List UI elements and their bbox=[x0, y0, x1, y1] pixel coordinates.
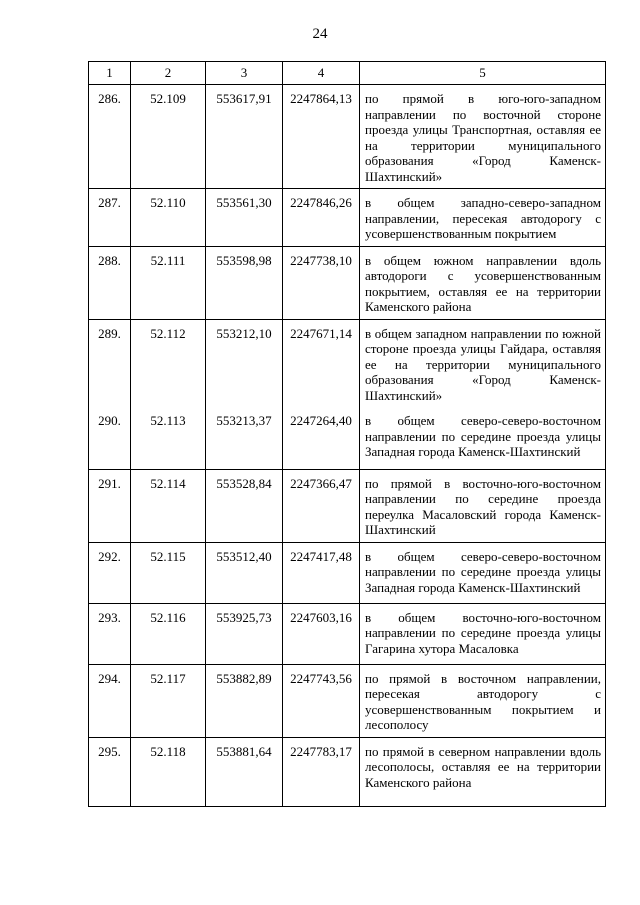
point-code: 52.109 bbox=[131, 85, 206, 189]
page-number: 24 bbox=[312, 26, 328, 42]
table-row bbox=[89, 85, 606, 189]
table-row bbox=[89, 319, 606, 407]
point-code: 52.118 bbox=[131, 737, 206, 806]
point-code: 52.117 bbox=[131, 664, 206, 737]
coord-y: 2247264,40 bbox=[283, 407, 360, 469]
table-row bbox=[89, 469, 606, 542]
coord-y: 2247671,14 bbox=[283, 319, 360, 407]
column-header: 5 bbox=[360, 62, 606, 85]
column-header: 3 bbox=[206, 62, 283, 85]
coord-x: 553598,98 bbox=[206, 246, 283, 319]
table-row bbox=[89, 542, 606, 603]
coord-y: 2247846,26 bbox=[283, 189, 360, 247]
column-header: 4 bbox=[283, 62, 360, 85]
coord-x: 553528,84 bbox=[206, 469, 283, 542]
coord-x: 553925,73 bbox=[206, 603, 283, 664]
coord-x: 553617,91 bbox=[206, 85, 283, 189]
row-number: 289. bbox=[89, 319, 131, 407]
table-row bbox=[89, 737, 606, 806]
row-number: 287. bbox=[89, 189, 131, 247]
boundary-table bbox=[88, 61, 606, 807]
point-code: 52.116 bbox=[131, 603, 206, 664]
coord-y: 2247417,48 bbox=[283, 542, 360, 603]
point-code: 52.111 bbox=[131, 246, 206, 319]
column-header: 2 bbox=[131, 62, 206, 85]
coord-x: 553882,89 bbox=[206, 664, 283, 737]
coord-y: 2247864,13 bbox=[283, 85, 360, 189]
boundary-description: в общем северо-северо-восточном направлении по середине проезда улицы Западная города Каменск-Шахтинский bbox=[360, 542, 606, 603]
header-row bbox=[89, 62, 606, 85]
coord-y: 2247743,56 bbox=[283, 664, 360, 737]
point-code: 52.113 bbox=[131, 407, 206, 469]
point-code: 52.115 bbox=[131, 542, 206, 603]
boundary-description: по прямой в восточно-юго-восточном направлении по середине проезда переулка Масаловский города Каменск-Шахтинский bbox=[360, 469, 606, 542]
boundary-description: в общем южном направлении вдоль автодороги с усовершенствованным покрытием, оставляя ее на территории Каменского района bbox=[360, 246, 606, 319]
coord-y: 2247783,17 bbox=[283, 737, 360, 806]
coord-y: 2247366,47 bbox=[283, 469, 360, 542]
coord-y: 2247603,16 bbox=[283, 603, 360, 664]
boundary-description: в общем западном направлении по южной стороне проезда улицы Гайдара, оставляя ее на территории муниципального образования «Город Каменск-Шахтинский» bbox=[360, 319, 606, 407]
point-code: 52.114 bbox=[131, 469, 206, 542]
row-number: 295. bbox=[89, 737, 131, 806]
row-number: 286. bbox=[89, 85, 131, 189]
coord-y: 2247738,10 bbox=[283, 246, 360, 319]
coord-x: 553212,10 bbox=[206, 319, 283, 407]
row-number: 290. bbox=[89, 407, 131, 469]
coord-x: 553213,37 bbox=[206, 407, 283, 469]
boundary-description: по прямой в северном направлении вдоль лесополосы, оставляя ее на территории Каменского района bbox=[360, 737, 606, 806]
boundary-description: по прямой в восточном направлении, пересекая автодорогу с усовершенствованным покрытием и лесополосу bbox=[360, 664, 606, 737]
boundary-description: в общем северо-северо-восточном направлении по середине проезда улицы Западная города Каменск-Шахтинский bbox=[360, 407, 606, 469]
row-number: 294. bbox=[89, 664, 131, 737]
point-code: 52.112 bbox=[131, 319, 206, 407]
table-row bbox=[89, 664, 606, 737]
point-code: 52.110 bbox=[131, 189, 206, 247]
row-number: 288. bbox=[89, 246, 131, 319]
table-row bbox=[89, 189, 606, 247]
boundary-description: по прямой в юго-юго-западном направлении по восточной стороне проезда улицы Транспортная, оставляя ее на территории муниципального образования «Город Каменск-Шахтинский» bbox=[360, 85, 606, 189]
boundary-description: в общем западно-северо-западном направлении, пересекая автодорогу с усовершенствованным покрытием bbox=[360, 189, 606, 247]
coord-x: 553561,30 bbox=[206, 189, 283, 247]
row-number: 291. bbox=[89, 469, 131, 542]
boundary-description: в общем восточно-юго-восточном направлении по середине проезда улицы Гагарина хутора Масаловка bbox=[360, 603, 606, 664]
table-row bbox=[89, 407, 606, 469]
row-number: 293. bbox=[89, 603, 131, 664]
table-row bbox=[89, 246, 606, 319]
column-header: 1 bbox=[89, 62, 131, 85]
coord-x: 553881,64 bbox=[206, 737, 283, 806]
table-row bbox=[89, 603, 606, 664]
row-number: 292. bbox=[89, 542, 131, 603]
coord-x: 553512,40 bbox=[206, 542, 283, 603]
